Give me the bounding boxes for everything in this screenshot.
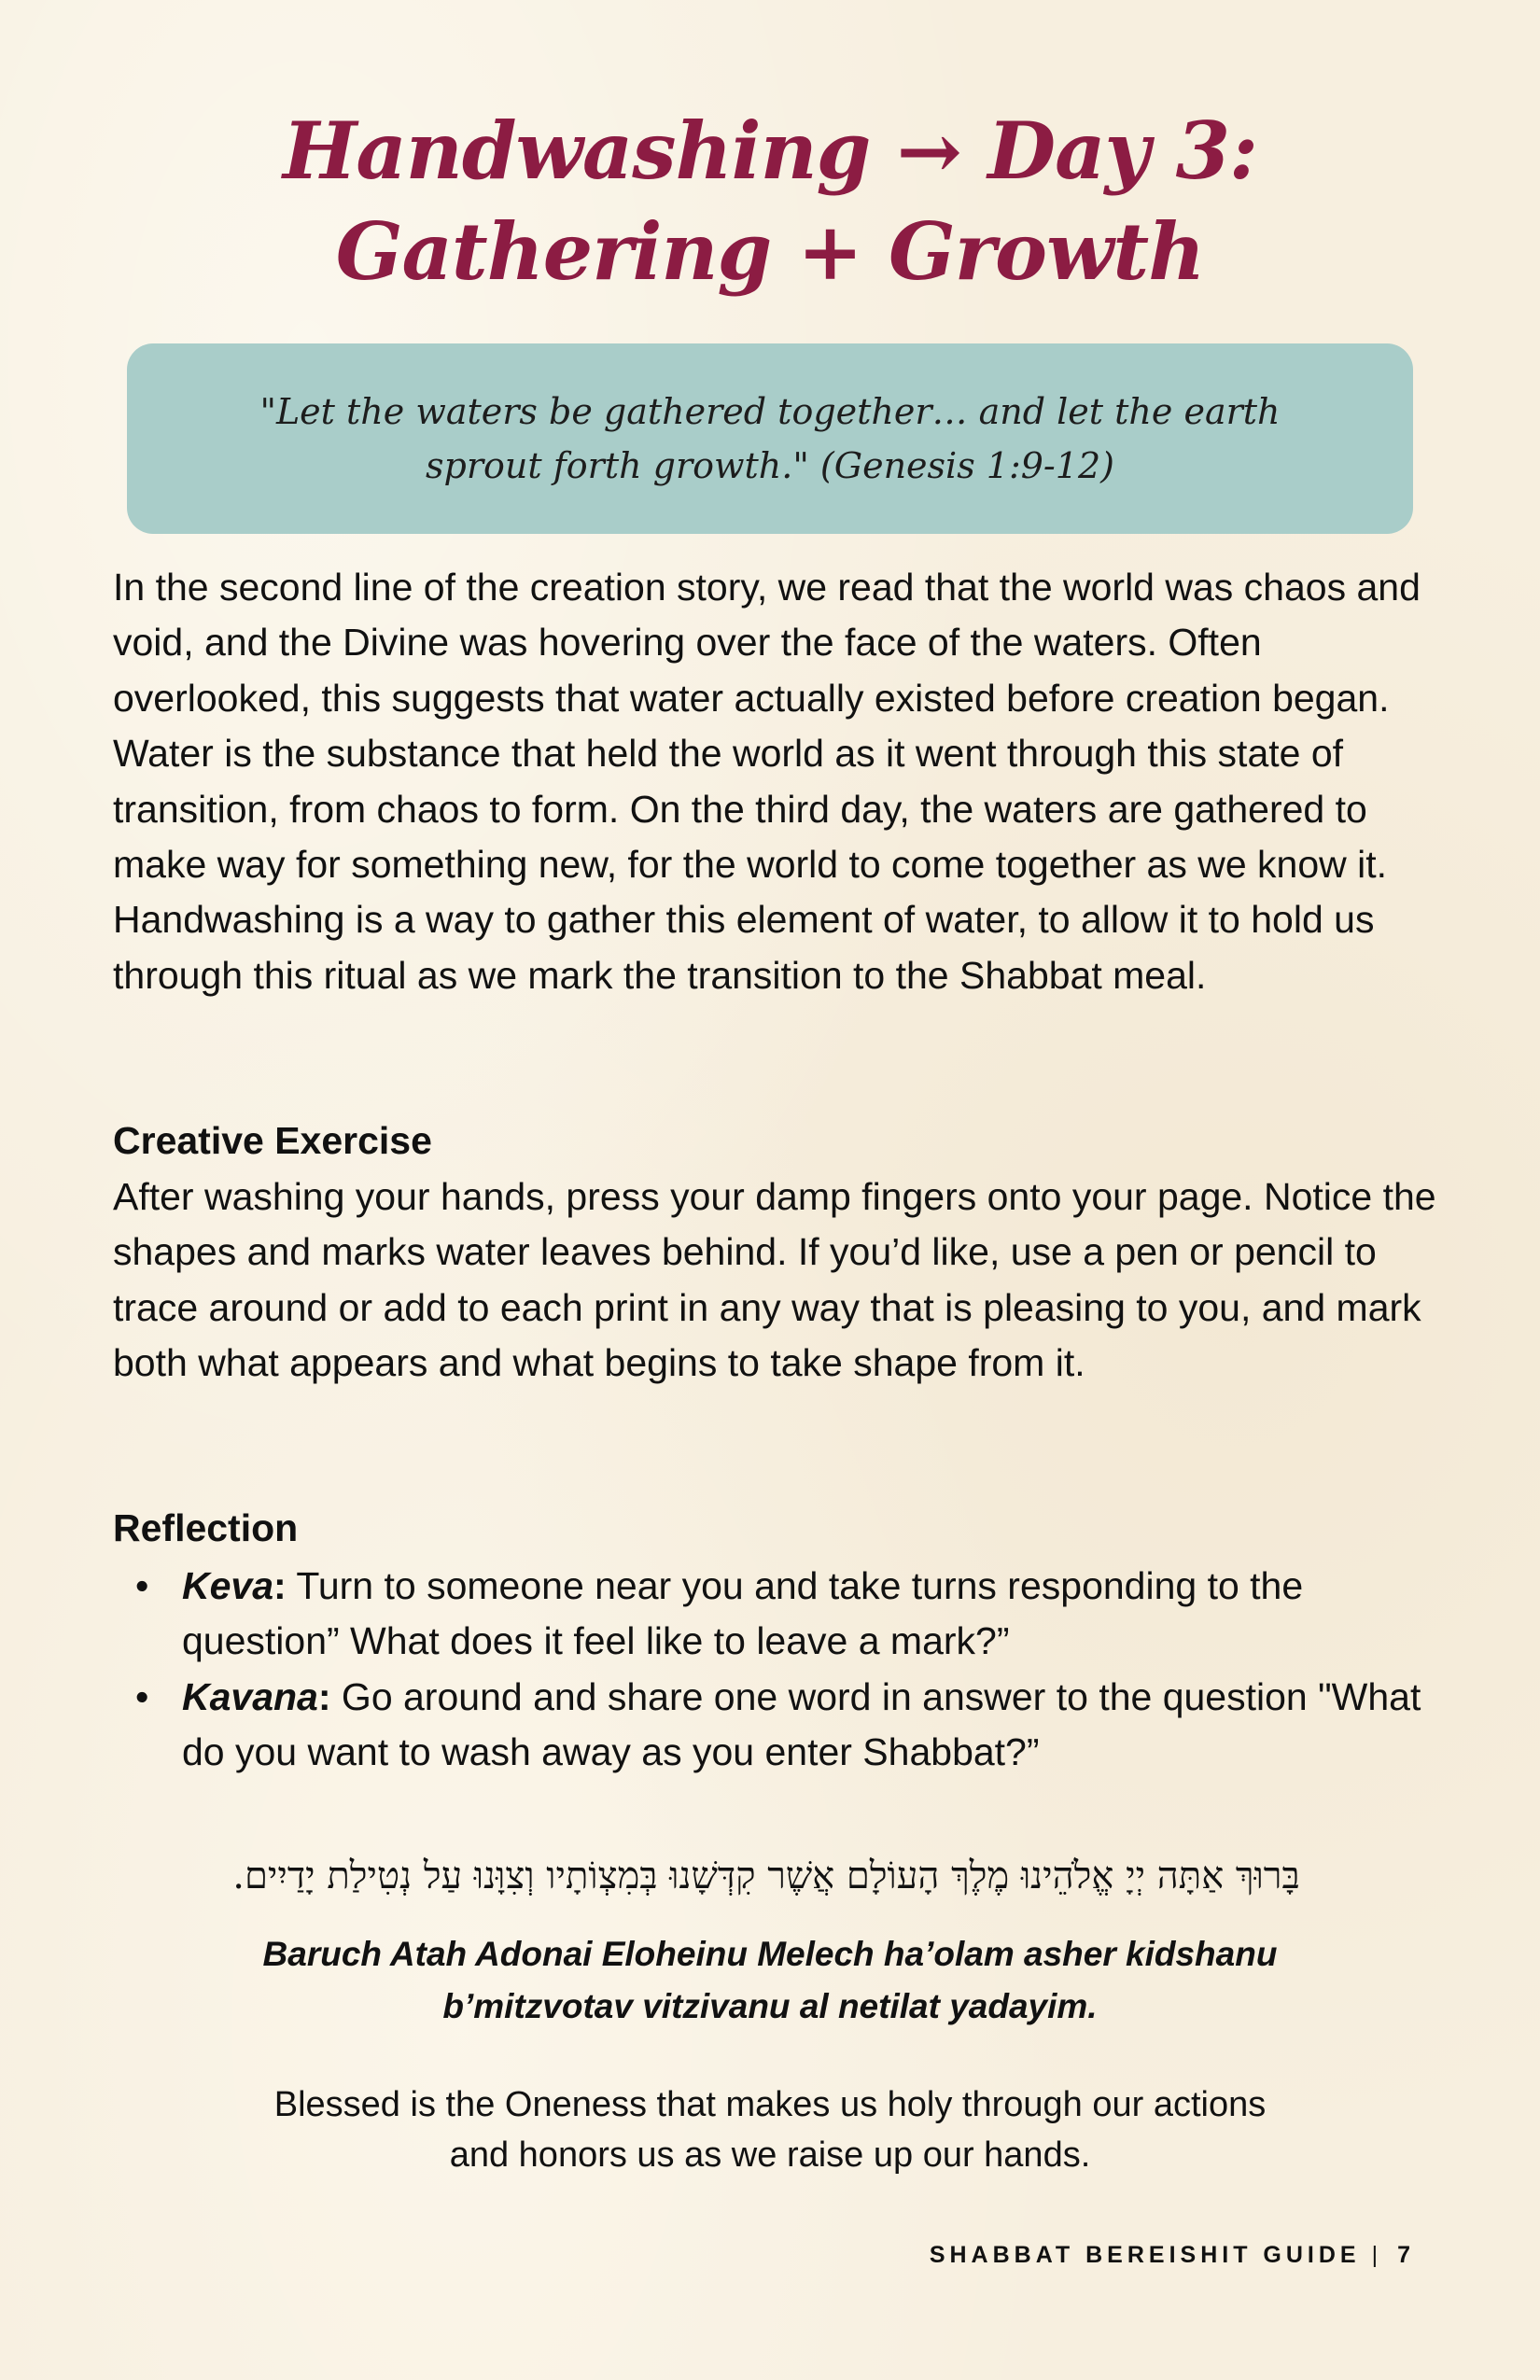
translation-line-2: and honors us as we raise up our hands. [449, 2135, 1091, 2175]
footer-guide-name: SHABBAT BEREISHIT GUIDE [929, 2242, 1361, 2268]
reflection-heading: Reflection [113, 1506, 299, 1549]
transliteration-line-2: b’mitzvotav vitzivanu al netilat yadayim. [442, 1987, 1098, 2025]
page-footer [930, 2242, 1415, 2269]
page-title [0, 101, 1540, 302]
creative-exercise-heading: Creative Exercise [113, 1119, 432, 1162]
scripture-quote-box [127, 343, 1413, 534]
bullet-icon: • [135, 1564, 149, 1607]
footer-separator: | [1371, 2242, 1383, 2268]
page-number: 7 [1397, 2242, 1415, 2268]
list-item [113, 1559, 1438, 1670]
quote-line-1: "Let the waters be gathered together… and let the earth [259, 391, 1281, 432]
title-line-2: Gathering + Growth [335, 205, 1205, 298]
quote-line-2: sprout forth growth." (Genesis 1:9-12) [426, 445, 1114, 486]
creative-exercise-text: After washing your hands, press your damp fingers onto your page. Notice the shapes and marks water leaves behind. If you’d like, use a pen or pencil to trace around or add to each print in any way that is pleasing to you, and mark both what appears and what begins to take shape from it. [113, 1175, 1436, 1385]
reflection-text-keva: Turn to someone near you and take turns responding to the question” What does it feel like to leave a mark?” [182, 1564, 1304, 1663]
scripture-quote [257, 385, 1283, 493]
transliteration-line-1: Baruch Atah Adonai Eloheinu Melech ha’olam asher kidshanu [262, 1935, 1278, 1973]
intro-paragraph: In the second line of the creation story, we read that the world was chaos and void, and the Divine was hovering over the face of the waters. Often overlooked, this suggests that water actually existed before creation began. Water is the substance that held the world as it went through this state of transition, from chaos to form. On the third day, the waters are gathered to make way for something new, for the world to come together as we know it. Handwashing is a way to gather this element of water, to allow it to hold us through this ritual as we mark the transition to the Shabbat meal. [113, 566, 1421, 997]
bullet-icon: • [135, 1674, 149, 1718]
reflection-text-kavana: Go around and share one word in answer to the question "What do you want to wash away as you enter Shabbat?” [182, 1674, 1421, 1774]
term-colon: : [317, 1674, 331, 1718]
title-line-1: Handwashing → Day 3: [282, 105, 1258, 197]
hebrew-blessing: בָּרוּךְ אַתָּה יְיָ אֱלֹהֵינוּ מֶלֶךְ הָעוֹלָם אֲשֶׁר קִדְּשָׁנוּ בְּמִצְוֹתָיו וְצִוָּנוּ עַל נְטִילַת יָדַיִים. [232, 1855, 1300, 1897]
translation-line-1: Blessed is the Oneness that makes us holy through our actions [273, 2085, 1267, 2124]
blessing-translation [0, 2079, 1540, 2180]
blessing-transliteration [0, 1928, 1540, 2033]
term-colon: : [273, 1564, 287, 1607]
reflection-term-kavana: Kavana [182, 1674, 318, 1718]
reflection-list [113, 1559, 1438, 1781]
list-item [113, 1670, 1438, 1781]
reflection-term-keva: Keva [182, 1564, 274, 1607]
